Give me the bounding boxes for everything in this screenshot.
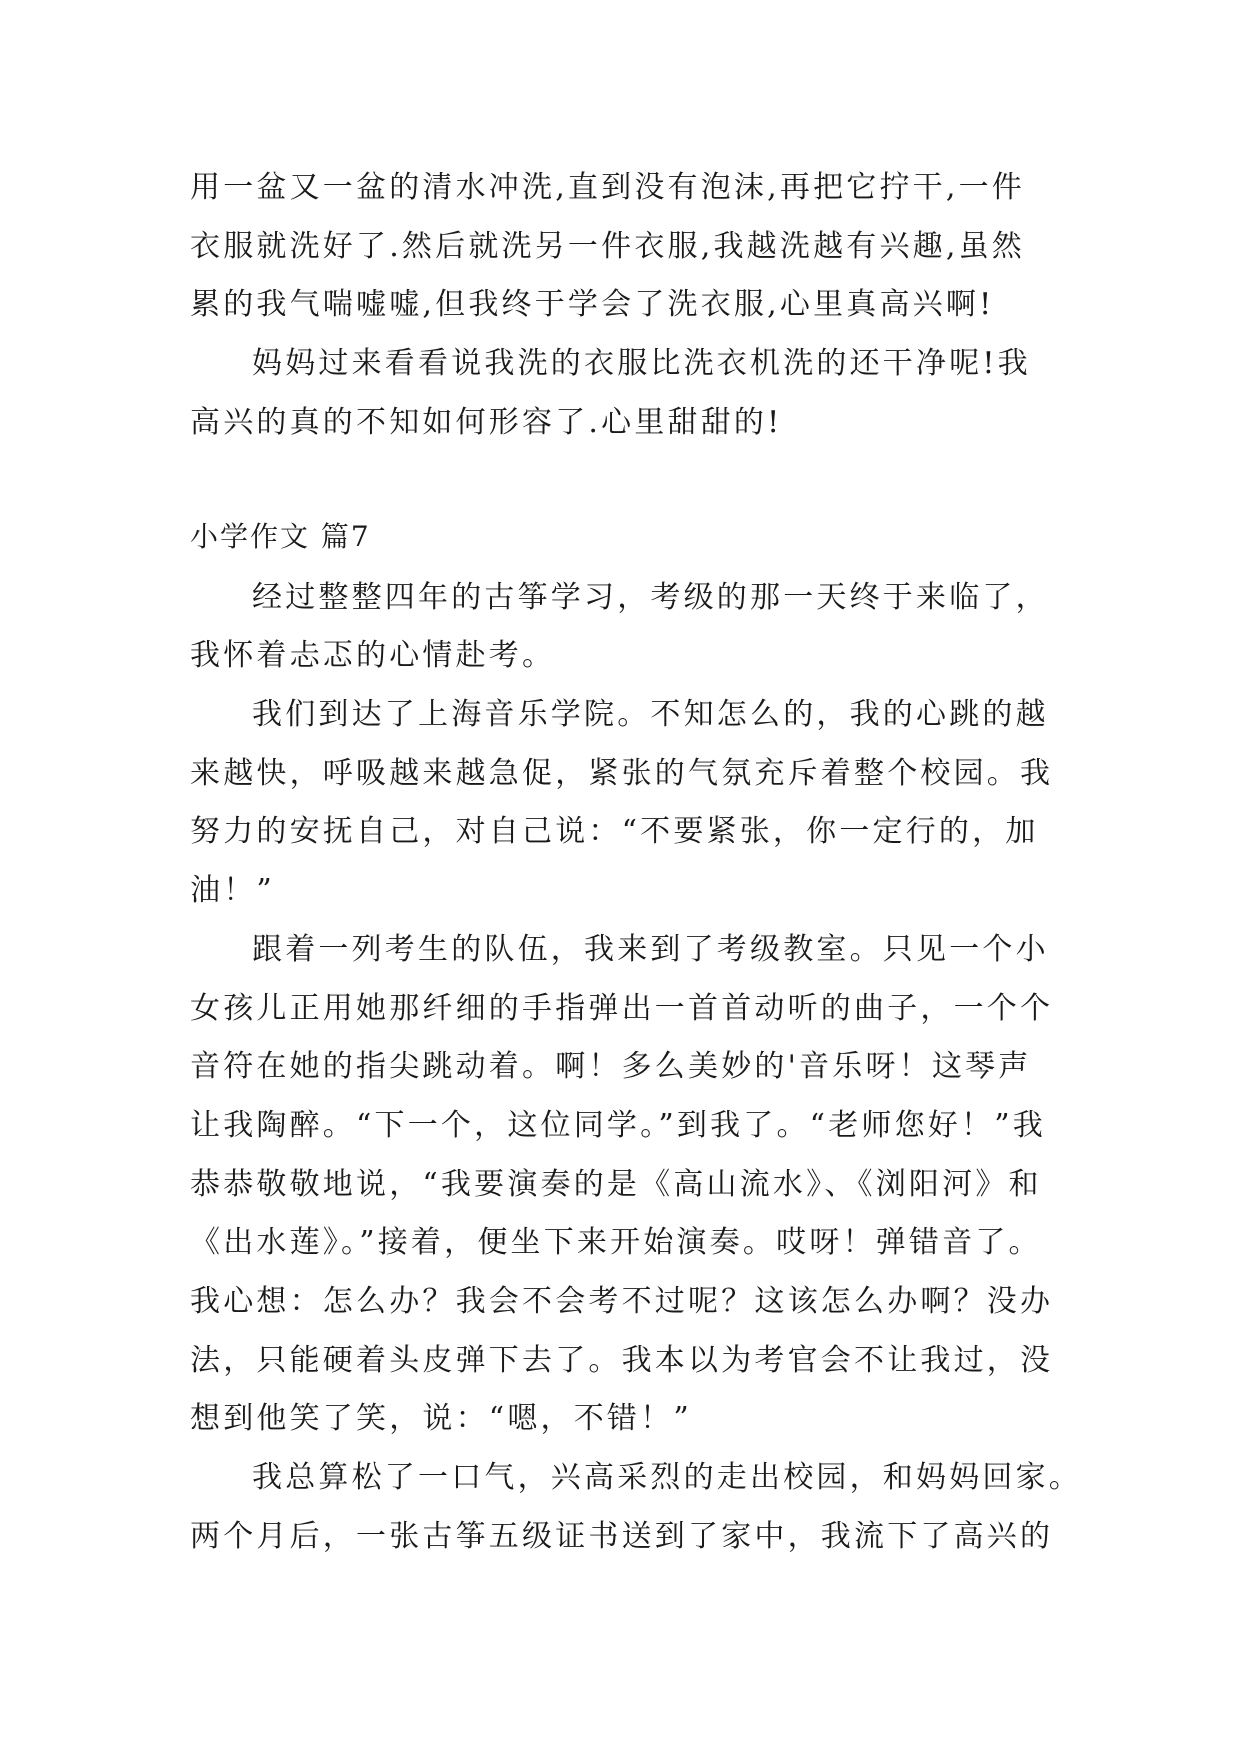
paragraph-line: 用一盆又一盆的清水冲洗,直到没有泡沫,再把它拧干,一件 [190, 170, 1026, 205]
paragraph-line: 我总算松了一口气，兴高采烈的走出校园，和妈妈回家。 [252, 1460, 1082, 1495]
paragraph-line: 我们到达了上海音乐学院。不知怎么的，我的心跳的越 [252, 697, 1049, 732]
paragraph-line: 我心想：怎么办？我会不会考不过呢？这该怎么办啊？没办 [190, 1284, 1054, 1319]
paragraph-line: 让我陶醉。“下一个，这位同学。”到我了。“老师您好！”我 [190, 1108, 1046, 1143]
paragraph-line: 法，只能硬着头皮弹下去了。我本以为考官会不让我过，没 [190, 1343, 1054, 1378]
paragraph-line: 衣服就洗好了.然后就洗另一件衣服,我越洗越有兴趣,虽然 [190, 229, 1026, 264]
paragraph-line: 妈妈过来看看说我洗的衣服比洗衣机洗的还干净呢!我 [252, 346, 1031, 381]
paragraph-line: 《出水莲》。”接着，便坐下来开始演奏。哎呀！弹错音了。 [190, 1225, 1042, 1260]
paragraph-line: 高兴的真的不知如何形容了.心里甜甜的! [190, 405, 783, 440]
paragraph-line: 两个月后，一张古筝五级证书送到了家中，我流下了高兴的 [190, 1519, 1054, 1554]
paragraph-line: 跟着一列考生的队伍，我来到了考级教室。只见一个小 [252, 932, 1049, 967]
paragraph-line: 经过整整四年的古筝学习，考级的那一天终于来临了， [252, 580, 1049, 615]
paragraph-line: 来越快，呼吸越来越急促，紧张的气氛充斥着整个校园。我 [190, 756, 1054, 791]
paragraph-line: 累的我气喘嘘嘘,但我终于学会了洗衣服,心里真高兴啊! [190, 287, 995, 322]
paragraph-line: 油！” [190, 873, 275, 908]
paragraph-line: 我怀着忐忑的心情赴考。 [190, 638, 556, 673]
paragraph-line: 音符在她的指尖跳动着。啊！多么美妙的'音乐呀！这琴声 [190, 1049, 1032, 1084]
paragraph-line: 想到他笑了笑，说：“嗯，不错！” [190, 1401, 692, 1436]
paragraph-line: 恭恭敬敬地说，“我要演奏的是《高山流水》、《浏阳河》和 [190, 1167, 1042, 1202]
essay-heading: 小学作文 篇7 [190, 520, 371, 553]
paragraph-line: 努力的安抚自己，对自己说：“不要紧张，你一定行的，加 [190, 814, 1039, 849]
paragraph-line: 女孩儿正用她那纤细的手指弹出一首首动听的曲子，一个个 [190, 991, 1054, 1026]
